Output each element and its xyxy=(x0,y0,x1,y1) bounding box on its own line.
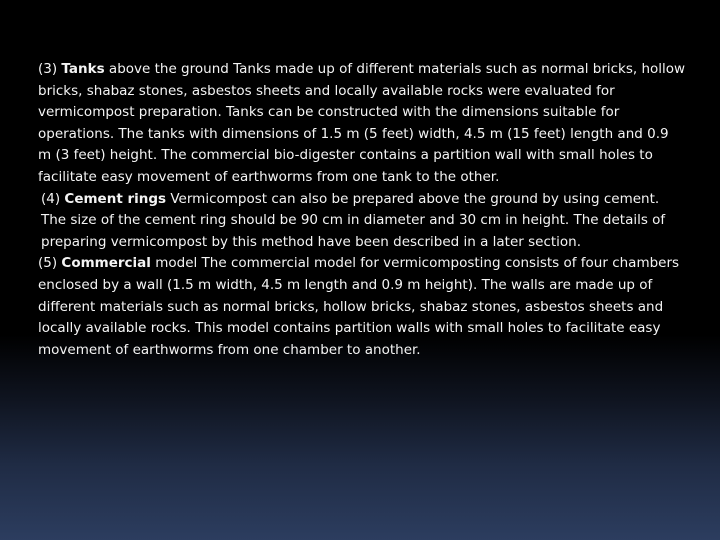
section-number: (4) xyxy=(41,190,61,207)
section-number: (5) xyxy=(38,255,58,272)
section-heading: Tanks xyxy=(61,61,105,77)
section-body: model The commercial model for vermicomposting consists of four chambers enclosed by a wall (1.5 m width, 4.5 m length and 0.9 m height). The walls are made up of different materials such as normal bricks, hollow bricks, shabaz stones, asbestos sheets and locally available rocks. This model contains partition walls with small holes to facilitate easy movement of earthworms from one chamber to another. xyxy=(38,255,680,358)
section-number: (3) xyxy=(38,61,58,77)
section-tanks xyxy=(38,59,686,189)
section-heading: Cement rings xyxy=(64,190,167,207)
section-heading: Commercial xyxy=(61,255,151,272)
section-body: Vermicompost can also be prepared above the ground by using cement. The size of the cement ring should be 90 cm in diameter and 30 cm in height. The details of preparing vermicompost by this method have been described in a later section. xyxy=(41,190,666,250)
slide-body-text xyxy=(38,59,686,361)
section-commercial xyxy=(38,253,686,361)
section-body: above the ground Tanks made up of different materials such as normal bricks, hollow bricks, shabaz stones, asbestos sheets and locally available rocks were evaluated for vermicompost preparation. Tanks can be constructed with the dimensions suitable for operations. The tanks with dimensions of 1.5 m (5 feet) width, 4.5 m (15 feet) length and 0.9 m (3 feet) height. The commercial bio-digester contains a partition wall with small holes to facilitate easy movement of earthworms from one tank to the other. xyxy=(38,61,686,185)
section-cement-rings xyxy=(38,189,686,254)
